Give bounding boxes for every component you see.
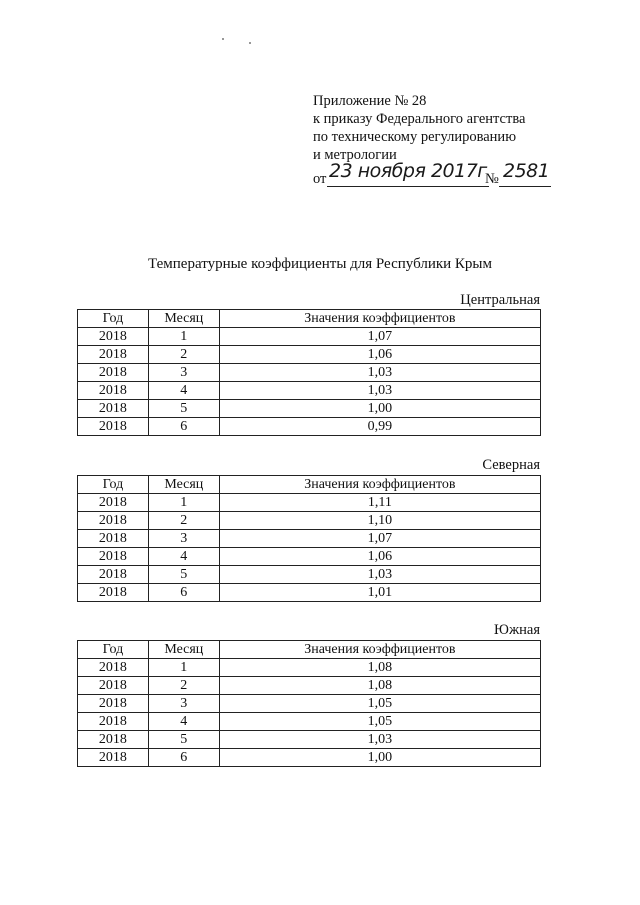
cell-value: 1,11 bbox=[219, 494, 540, 512]
cell-value: 1,03 bbox=[219, 731, 540, 749]
cell-year: 2018 bbox=[78, 659, 149, 677]
cell-value: 1,10 bbox=[219, 512, 540, 530]
table-row bbox=[78, 548, 541, 566]
cell-month: 3 bbox=[148, 530, 219, 548]
column-header-value: Значения коэффициентов bbox=[219, 641, 540, 659]
region-label-north: Северная bbox=[482, 457, 540, 473]
handwritten-order-number: 2581 bbox=[503, 160, 550, 182]
cell-value: 1,08 bbox=[219, 659, 540, 677]
table-row bbox=[78, 346, 541, 364]
cell-month: 3 bbox=[148, 364, 219, 382]
cell-value: 1,06 bbox=[219, 548, 540, 566]
table-row bbox=[78, 400, 541, 418]
table-row bbox=[78, 530, 541, 548]
cell-year: 2018 bbox=[78, 713, 149, 731]
cell-value: 1,05 bbox=[219, 713, 540, 731]
cell-month: 2 bbox=[148, 512, 219, 530]
table-header-row bbox=[78, 310, 541, 328]
cell-value: 0,99 bbox=[219, 418, 540, 436]
cell-value: 1,06 bbox=[219, 346, 540, 364]
cell-year: 2018 bbox=[78, 566, 149, 584]
cell-value: 1,00 bbox=[219, 400, 540, 418]
table-row bbox=[78, 731, 541, 749]
cell-value: 1,00 bbox=[219, 749, 540, 767]
number-underline bbox=[499, 186, 551, 187]
column-header-month: Месяц bbox=[148, 641, 219, 659]
column-header-value: Значения коэффициентов bbox=[219, 310, 540, 328]
cell-month: 1 bbox=[148, 494, 219, 512]
coefficients-table-south bbox=[77, 640, 541, 767]
cell-year: 2018 bbox=[78, 677, 149, 695]
cell-month: 5 bbox=[148, 566, 219, 584]
table-row bbox=[78, 749, 541, 767]
cell-month: 4 bbox=[148, 713, 219, 731]
cell-year: 2018 bbox=[78, 418, 149, 436]
cell-year: 2018 bbox=[78, 494, 149, 512]
cell-value: 1,05 bbox=[219, 695, 540, 713]
column-header-year: Год bbox=[78, 310, 149, 328]
table-row bbox=[78, 512, 541, 530]
table-row bbox=[78, 328, 541, 346]
cell-value: 1,08 bbox=[219, 677, 540, 695]
table-row bbox=[78, 659, 541, 677]
cell-year: 2018 bbox=[78, 731, 149, 749]
table-row bbox=[78, 695, 541, 713]
from-label: от bbox=[313, 171, 327, 187]
region-label-south: Южная bbox=[494, 622, 540, 638]
cell-month: 4 bbox=[148, 382, 219, 400]
cell-month: 1 bbox=[148, 328, 219, 346]
table-row bbox=[78, 494, 541, 512]
cell-month: 6 bbox=[148, 584, 219, 602]
appendix-header bbox=[313, 92, 573, 190]
table-row bbox=[78, 382, 541, 400]
date-underline bbox=[327, 186, 489, 187]
table-row bbox=[78, 584, 541, 602]
cell-month: 2 bbox=[148, 346, 219, 364]
table-row bbox=[78, 677, 541, 695]
coefficients-table-central bbox=[77, 309, 541, 436]
scan-speck bbox=[249, 42, 251, 44]
cell-year: 2018 bbox=[78, 530, 149, 548]
table-header-row bbox=[78, 641, 541, 659]
cell-month: 4 bbox=[148, 548, 219, 566]
cell-value: 1,03 bbox=[219, 566, 540, 584]
cell-value: 1,07 bbox=[219, 328, 540, 346]
cell-month: 1 bbox=[148, 659, 219, 677]
table-row bbox=[78, 364, 541, 382]
number-label: № bbox=[485, 171, 499, 187]
column-header-month: Месяц bbox=[148, 476, 219, 494]
cell-year: 2018 bbox=[78, 749, 149, 767]
table-row bbox=[78, 418, 541, 436]
order-reference-line: и метрологии bbox=[313, 147, 397, 163]
cell-year: 2018 bbox=[78, 382, 149, 400]
cell-value: 1,01 bbox=[219, 584, 540, 602]
cell-month: 2 bbox=[148, 677, 219, 695]
order-date-number bbox=[313, 160, 573, 190]
table-header-row bbox=[78, 476, 541, 494]
handwritten-date: 23 ноября 2017г bbox=[329, 160, 487, 182]
cell-month: 5 bbox=[148, 731, 219, 749]
column-header-year: Год bbox=[78, 476, 149, 494]
cell-year: 2018 bbox=[78, 364, 149, 382]
cell-year: 2018 bbox=[78, 328, 149, 346]
cell-month: 6 bbox=[148, 749, 219, 767]
cell-month: 3 bbox=[148, 695, 219, 713]
table-row bbox=[78, 566, 541, 584]
coefficients-table-north bbox=[77, 475, 541, 602]
appendix-number: Приложение № 28 bbox=[313, 93, 427, 109]
document-title: Температурные коэффициенты для Республики Крым bbox=[148, 256, 492, 272]
cell-year: 2018 bbox=[78, 400, 149, 418]
cell-value: 1,03 bbox=[219, 364, 540, 382]
cell-year: 2018 bbox=[78, 346, 149, 364]
cell-value: 1,03 bbox=[219, 382, 540, 400]
column-header-value: Значения коэффициентов bbox=[219, 476, 540, 494]
cell-month: 5 bbox=[148, 400, 219, 418]
cell-year: 2018 bbox=[78, 695, 149, 713]
cell-year: 2018 bbox=[78, 584, 149, 602]
order-reference-line: по техническому регулированию bbox=[313, 129, 517, 145]
cell-month: 6 bbox=[148, 418, 219, 436]
column-header-year: Год bbox=[78, 641, 149, 659]
scan-speck bbox=[222, 38, 224, 40]
table-row bbox=[78, 713, 541, 731]
order-reference-line: к приказу Федерального агентства bbox=[313, 111, 526, 127]
cell-value: 1,07 bbox=[219, 530, 540, 548]
region-label-central: Центральная bbox=[460, 292, 540, 308]
column-header-month: Месяц bbox=[148, 310, 219, 328]
cell-year: 2018 bbox=[78, 512, 149, 530]
cell-year: 2018 bbox=[78, 548, 149, 566]
